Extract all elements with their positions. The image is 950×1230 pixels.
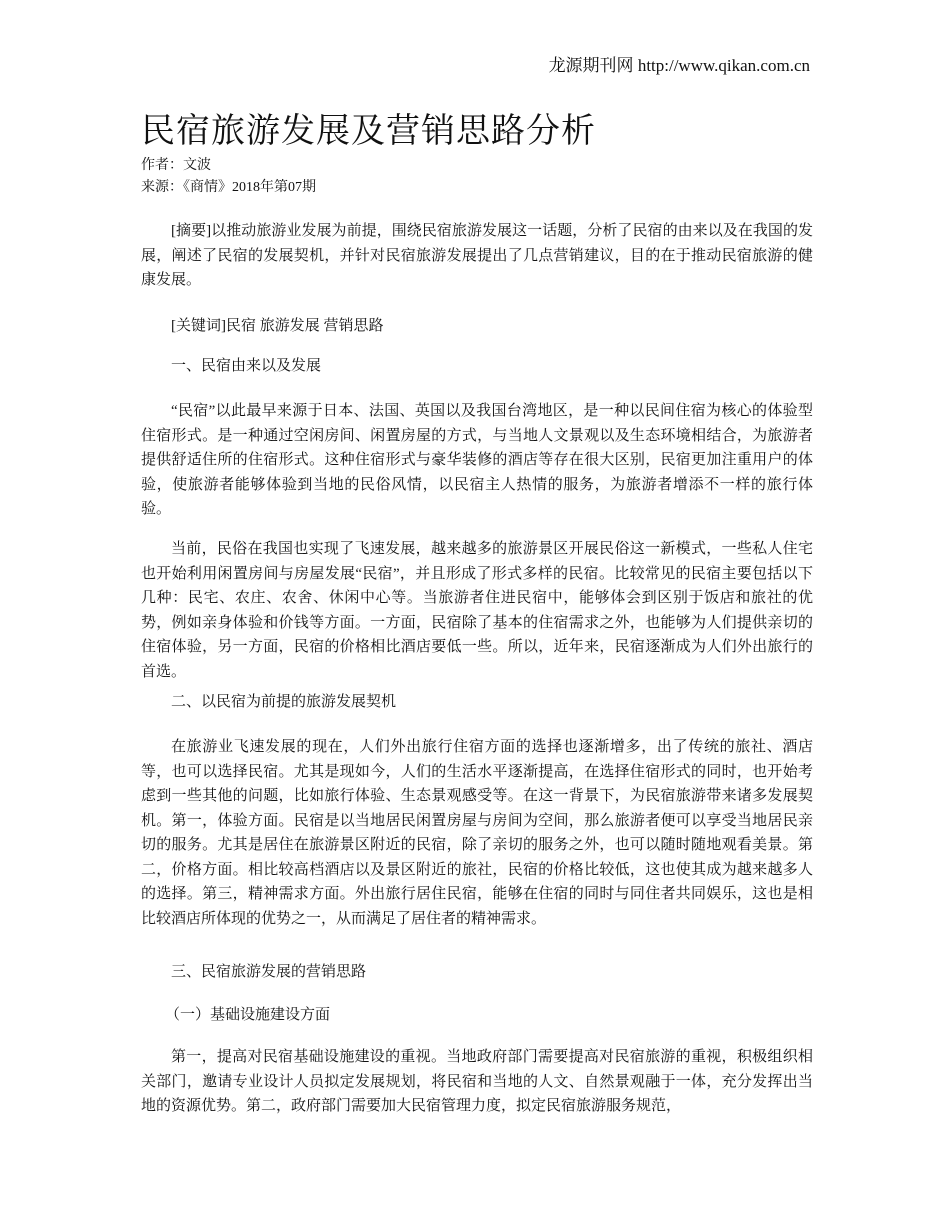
- section-2-paragraph-1-block: [141, 735, 813, 931]
- section-1-paragraph-1: “民宿”以此最早来源于日本、法国、英国以及我国台湾地区，是一种以民间住宿为核心的体验型住宿形式。是一种通过空闲房间、闲置房屋的方式，与当地人文景观以及生态环境相结合，为旅游者提供舒适住所的住宿形式。这种住宿形式与豪华装修的酒店等存在很大区别，民宿更加注重用户的体验，使旅游者能够体验到当地的民俗风情，以民宿主人热情的服务，为旅游者增添不一样的旅行体验。: [141, 403, 813, 517]
- keywords-line: [关键词]民宿 旅游发展 营销思路: [171, 318, 384, 334]
- site-header: [549, 55, 810, 77]
- section-3-heading: 三、民宿旅游发展的营销思路: [171, 964, 367, 980]
- source-name: 《商情》2018年第07期: [183, 180, 316, 195]
- section-3-sub-1-heading-block: [141, 1003, 813, 1028]
- author-label: 作者：: [141, 158, 183, 173]
- section-3-heading-block: [141, 960, 813, 985]
- section-1-paragraph-2-block: [141, 537, 813, 684]
- section-1-paragraph-1-block: [141, 399, 813, 522]
- abstract-block: [141, 219, 813, 293]
- site-name: 龙源期刊网: [548, 56, 634, 75]
- article-author: [141, 156, 211, 176]
- section-3-sub-1-paragraph-1: 第一，提高对民宿基础设施建设的重视。当地政府部门需要提高对民宿旅游的重视，积极组织相关部门，邀请专业设计人员拟定发展规划，将民宿和当地的人文、自然景观融于一体，充分发挥出当地的资源优势。第二，政府部门需要加大民宿管理力度，拟定民宿旅游服务规范，: [141, 1049, 813, 1114]
- section-2-heading: 二、以民宿为前提的旅游发展契机: [171, 694, 397, 710]
- section-1-heading-block: [141, 354, 813, 379]
- author-name: 文波: [183, 158, 211, 173]
- section-2-heading-block: [141, 690, 813, 715]
- section-3-sub-1-heading: （一）基础设施建设方面: [165, 1007, 331, 1023]
- abstract-paragraph: [摘要]以推动旅游业发展为前提，围绕民宿旅游发展这一话题，分析了民宿的由来以及在我国的发展，阐述了民宿的发展契机，并针对民宿旅游发展提出了几点营销建议，目的在于推动民宿旅游的健康发展。: [141, 223, 813, 288]
- section-1-heading: 一、民宿由来以及发展: [171, 358, 322, 374]
- section-2-paragraph-1: 在旅游业飞速发展的现在，人们外出旅行住宿方面的选择也逐渐增多，出了传统的旅社、酒店等，也可以选择民宿。尤其是现如今，人们的生活水平逐渐提高，在选择住宿形式的同时，也开始考虑到一些其他的问题，比如旅行体验、生态景观感受等。在这一背景下，为民宿旅游带来诸多发展契机。第一，体验方面。民宿是以当地居民闲置房屋与房间为空间，那么旅游者便可以享受当地居民亲切的服务。尤其是居住在旅游景区附近的民宿，除了亲切的服务之外，也可以随时随地观看美景。第二，价格方面。相比较高档酒店以及景区附近的旅社，民宿的价格比较低，这也使其成为越来越多人的选择。第三，精神需求方面。外出旅行居住民宿，能够在住宿的同时与同住者共同娱乐，这也是相比较酒店所体现的优势之一，从而满足了居住者的精神需求。: [141, 739, 813, 927]
- source-label: 来源：: [141, 180, 183, 195]
- section-3-sub-1-paragraph-1-block: [141, 1045, 813, 1119]
- keywords-block: [141, 314, 813, 339]
- section-1-paragraph-2: 当前，民俗在我国也实现了飞速发展，越来越多的旅游景区开展民俗这一新模式，一些私人住宅也开始利用闲置房间与房屋发展“民宿”，并且形成了形式多样的民宿。比较常见的民宿主要包括以下几种：民宅、农庄、农舍、休闲中心等。当旅游者住进民宿中，能够体会到区别于饭店和旅社的优势，例如亲身体验和价钱等方面。一方面，民宿除了基本的住宿需求之外，也能够为人们提供亲切的住宿体验，另一方面，民宿的价格相比酒店要低一些。所以，近年来，民宿逐渐成为人们外出旅行的首选。: [141, 541, 813, 680]
- article-source: [141, 178, 316, 198]
- article-title: 民宿旅游发展及营销思路分析: [141, 113, 596, 150]
- site-url[interactable]: http://www.qikan.com.cn: [637, 56, 810, 75]
